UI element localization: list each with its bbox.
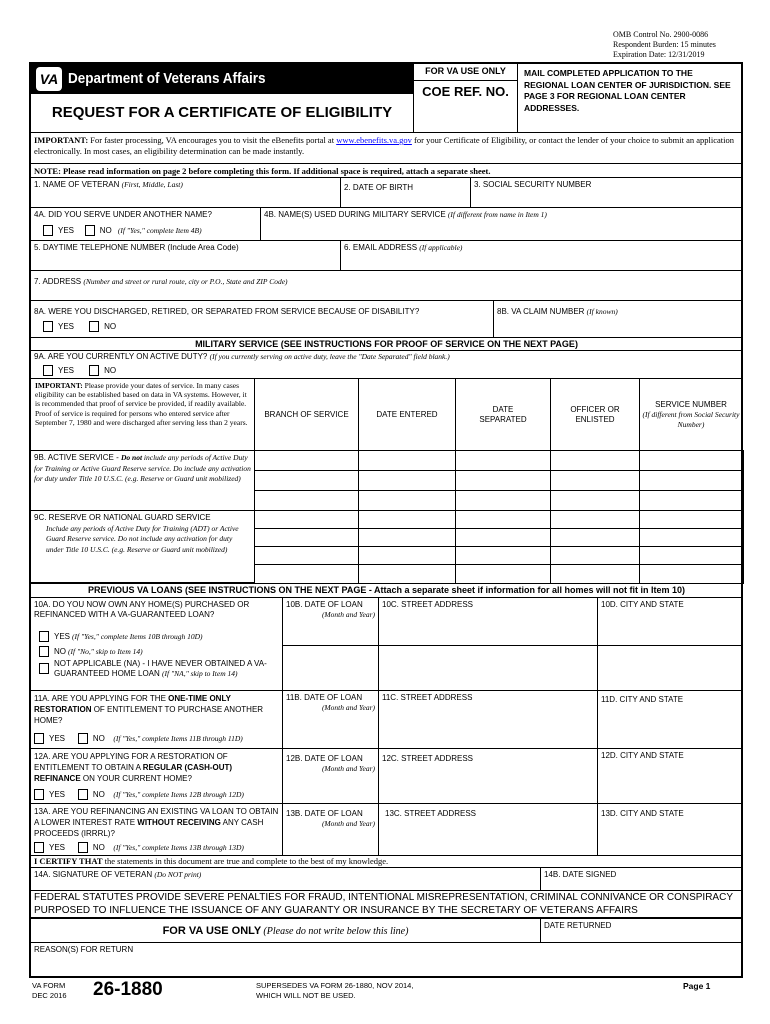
service-cell[interactable] bbox=[639, 510, 744, 529]
label: IMPORTANT: bbox=[35, 381, 83, 390]
service-cell[interactable] bbox=[358, 510, 456, 529]
label: 3. SOCIAL SECURITY NUMBER bbox=[474, 180, 592, 189]
service-cell[interactable] bbox=[639, 470, 744, 491]
page-number: Page 1 bbox=[683, 981, 711, 991]
label: 13D. CITY AND STATE bbox=[601, 809, 684, 818]
date-returned-field bbox=[540, 917, 743, 943]
service-cell[interactable] bbox=[254, 546, 359, 565]
important-label: IMPORTANT: bbox=[34, 135, 89, 145]
label: NO bbox=[92, 790, 105, 799]
label: 14B. DATE SIGNED bbox=[544, 870, 617, 879]
label: DEC 2016 bbox=[32, 991, 67, 1000]
active-duty-question bbox=[30, 350, 743, 379]
bold: REGULAR (CASH-OUT) REFINANCE bbox=[34, 763, 233, 783]
label: 10A. DO YOU NOW OWN ANY HOME(S) PURCHASED OR REFINANCED WITH A VA-GUARANTEED LOAN? bbox=[34, 600, 250, 619]
active-service-label bbox=[30, 450, 255, 511]
service-cell[interactable] bbox=[550, 490, 640, 511]
no-checkbox[interactable] bbox=[85, 225, 95, 236]
no-checkbox[interactable] bbox=[89, 365, 99, 376]
bold: I CERTIFY THAT bbox=[34, 856, 103, 866]
service-cell[interactable] bbox=[254, 564, 359, 584]
q12a bbox=[30, 748, 283, 804]
service-cell[interactable] bbox=[254, 510, 359, 529]
va-use-only-section bbox=[30, 917, 541, 943]
service-cell[interactable] bbox=[358, 450, 456, 471]
q13a bbox=[30, 803, 283, 856]
service-cell[interactable] bbox=[254, 450, 359, 471]
date-of-loan-11b[interactable] bbox=[282, 690, 379, 749]
hint: (If "No," skip to Item 14) bbox=[68, 646, 143, 656]
label: 11A. ARE YOU APPLYING FOR THE bbox=[34, 694, 169, 703]
email-field[interactable] bbox=[340, 240, 743, 271]
no-checkbox[interactable] bbox=[78, 789, 88, 800]
city-state-13d[interactable] bbox=[597, 803, 743, 856]
service-cell[interactable] bbox=[455, 450, 551, 471]
service-cell[interactable] bbox=[639, 528, 744, 547]
no-checkbox[interactable] bbox=[78, 842, 88, 853]
signature-field[interactable] bbox=[30, 867, 541, 891]
service-cell[interactable] bbox=[455, 490, 551, 511]
label: 4A. DID YOU SERVE UNDER ANOTHER NAME? bbox=[34, 210, 212, 219]
label: 11D. CITY AND STATE bbox=[601, 695, 684, 704]
label: 2. DATE OF BIRTH bbox=[344, 183, 414, 192]
label: YES bbox=[54, 631, 71, 641]
hint: (If "Yes," complete Items 13B through 13D) bbox=[113, 843, 244, 852]
hint: (If different from name in Item 1) bbox=[447, 210, 547, 219]
col-branch-of-service: BRANCH OF SERVICE bbox=[254, 378, 359, 451]
service-cell[interactable] bbox=[254, 528, 359, 547]
service-cell[interactable] bbox=[358, 546, 456, 565]
q11a bbox=[30, 690, 283, 749]
label: YES bbox=[49, 734, 66, 743]
date-of-loan-12b[interactable] bbox=[282, 748, 379, 804]
service-cell[interactable] bbox=[550, 546, 640, 565]
no-checkbox[interactable] bbox=[39, 646, 49, 657]
date-of-loan-13b[interactable] bbox=[282, 803, 379, 856]
label: 5. DAYTIME TELEPHONE NUMBER (Include Area Code) bbox=[34, 243, 239, 252]
hint: (Month and Year) bbox=[321, 610, 375, 619]
hint: (If known) bbox=[586, 307, 618, 316]
hint: (Month and Year) bbox=[321, 764, 375, 773]
important-notice bbox=[30, 132, 743, 164]
form-number: 26-1880 bbox=[93, 979, 163, 1000]
service-cell[interactable] bbox=[550, 564, 640, 584]
label: 8A. WERE YOU DISCHARGED, RETIRED, OR SEPARATED FROM SERVICE BECAUSE OF DISABILITY? bbox=[34, 307, 420, 316]
hint: (First, Middle, Last) bbox=[121, 180, 183, 189]
label: 12D. CITY AND STATE bbox=[601, 751, 684, 760]
service-cell[interactable] bbox=[550, 528, 640, 547]
bold: WITHOUT RECEIVING bbox=[137, 818, 221, 827]
hint: include any periods of Active Duty for Training or Active Guard Reserve service. Do include any activation for duty under Title 10 U.S.C. (e.g. Reserve or Guard unit mobilized) bbox=[34, 453, 251, 483]
name-of-veteran-field[interactable] bbox=[30, 177, 341, 208]
service-cell[interactable] bbox=[455, 546, 551, 565]
service-cell[interactable] bbox=[550, 450, 640, 471]
service-cell[interactable] bbox=[358, 490, 456, 511]
yes-checkbox[interactable] bbox=[34, 842, 44, 853]
label: NO bbox=[92, 734, 105, 743]
hint: (If "NA," skip to Item 14) bbox=[162, 669, 238, 678]
label: OF ENTITLEMENT TO PURCHASE ANOTHER HOME? bbox=[34, 705, 264, 725]
col-date-separated: DATE SEPARATED bbox=[455, 378, 551, 451]
service-cell[interactable] bbox=[358, 528, 456, 547]
label: NO bbox=[99, 225, 112, 235]
city-state-12d[interactable] bbox=[597, 748, 743, 804]
label: YES bbox=[49, 843, 66, 852]
label: 11C. STREET ADDRESS bbox=[382, 693, 473, 702]
label: 12B. DATE OF LOAN bbox=[286, 754, 363, 763]
agency-banner bbox=[30, 63, 413, 94]
served-other-name bbox=[30, 207, 261, 241]
no-checkbox[interactable] bbox=[89, 321, 99, 332]
label: FOR VA USE ONLY bbox=[162, 925, 262, 937]
city-state-10d[interactable] bbox=[597, 597, 743, 646]
important-text: For faster processing, VA encourages you to visit the eBenefits portal at bbox=[88, 135, 337, 145]
date-of-loan-10b[interactable] bbox=[282, 597, 379, 646]
service-cell[interactable] bbox=[639, 546, 744, 565]
city-state-10d-2[interactable] bbox=[597, 645, 743, 691]
hint: (Do NOT print) bbox=[154, 870, 202, 879]
text: Please provide your dates of service. In many cases eligibility can be established based on data in VA systems. However, it is recommended that proof of service be provided, if readily available. Proof of service is required for persons who entered service after September 7, 1980 and were discharged after serving less than 2 years. bbox=[35, 381, 248, 427]
date-of-birth-field[interactable] bbox=[340, 177, 471, 208]
label: NO bbox=[104, 321, 117, 331]
service-cell[interactable] bbox=[639, 490, 744, 511]
label: 14A. SIGNATURE OF VETERAN bbox=[34, 870, 153, 879]
hint: (If different from Social Security Number) bbox=[642, 409, 740, 429]
hint: (If you currently serving on active duty, leave the "Date Separated" field blank.) bbox=[209, 352, 450, 361]
label: 12A. ARE YOU APPLYING FOR A RESTORATION OF ENTITLEMENT TO OBTAIN A bbox=[34, 752, 228, 772]
label: 8B. VA CLAIM NUMBER bbox=[497, 307, 585, 316]
reserve-service-label bbox=[30, 510, 255, 583]
label: 4B. NAME(S) USED DURING MILITARY SERVICE bbox=[264, 210, 446, 219]
form-title: REQUEST FOR A CERTIFICATE OF ELIGIBILITY bbox=[30, 93, 414, 133]
service-cell[interactable] bbox=[455, 564, 551, 584]
label: 9C. RESERVE OR NATIONAL GUARD SERVICE bbox=[34, 513, 211, 522]
label: NOT APPLICABLE (NA) - I HAVE NEVER OBTAINED A VA-GUARANTEED HOME LOAN bbox=[54, 659, 267, 678]
label: NO bbox=[92, 843, 105, 852]
text: the statements in this document are true and complete to the best of my knowledge. bbox=[102, 856, 389, 866]
service-cell[interactable] bbox=[639, 564, 744, 584]
label: VA FORM bbox=[32, 981, 66, 990]
bold: ONE-TIME ONLY RESTORATION bbox=[34, 694, 231, 714]
hint: (If "Yes," complete Items 10B through 10D) bbox=[72, 631, 203, 641]
label: 12C. STREET ADDRESS bbox=[382, 754, 473, 763]
military-service-header: MILITARY SERVICE (SEE INSTRUCTIONS FOR PROOF OF SERVICE ON THE NEXT PAGE) bbox=[30, 337, 743, 351]
service-cell[interactable] bbox=[639, 450, 744, 471]
bold: Do not bbox=[121, 453, 143, 462]
service-cell[interactable] bbox=[550, 510, 640, 529]
service-important-note bbox=[30, 378, 255, 451]
label: YES bbox=[58, 225, 75, 235]
label: DATE RETURNED bbox=[544, 921, 612, 930]
label: 11B. DATE OF LOAN bbox=[286, 693, 363, 702]
reasons-for-return bbox=[30, 942, 743, 978]
label: WHICH WILL NOT BE USED. bbox=[256, 991, 356, 1000]
va-use-only-label: FOR VA USE ONLY bbox=[413, 63, 518, 81]
yes-checkbox[interactable] bbox=[43, 321, 53, 332]
hint: (Number and street or rural route, city or P.O., State and ZIP Code) bbox=[83, 277, 288, 286]
street-address-10c-2[interactable] bbox=[378, 645, 598, 691]
hint: (If "Yes," complete Item 4B) bbox=[117, 225, 202, 235]
label: YES bbox=[58, 321, 75, 331]
hint: Include any periods of Active Duty for Training (ADT) or Active Guard Reserve service. Do not include any activation for duty under Title 10 U.S.C. (e.g. Reserve or Guard unit mobilized) bbox=[46, 523, 239, 554]
service-cell[interactable] bbox=[455, 528, 551, 547]
hint: (If "Yes," complete Items 11B through 11D) bbox=[113, 734, 243, 743]
service-cell[interactable] bbox=[550, 470, 640, 491]
date-of-loan-10b-2[interactable] bbox=[282, 645, 379, 691]
mail-instructions: MAIL COMPLETED APPLICATION TO THE REGIONAL LOAN CENTER OF JURISDICTION. SEE PAGE 3 FOR REGIONAL LOAN CENTER ADDRESSES. bbox=[517, 63, 743, 133]
label: YES bbox=[49, 790, 66, 799]
label: SUPERSEDES VA FORM 26-1880, NOV 2014, bbox=[256, 981, 414, 990]
date-signed-field[interactable] bbox=[540, 867, 743, 891]
supersedes-note bbox=[256, 981, 413, 1001]
service-cell[interactable] bbox=[254, 490, 359, 511]
label: ON YOUR CURRENT HOME? bbox=[80, 774, 192, 783]
service-cell[interactable] bbox=[455, 510, 551, 529]
yes-checkbox[interactable] bbox=[39, 631, 49, 642]
service-cell[interactable] bbox=[254, 470, 359, 491]
label: 10C. STREET ADDRESS bbox=[382, 600, 473, 609]
label: 10D. CITY AND STATE bbox=[601, 600, 684, 609]
service-cell[interactable] bbox=[358, 470, 456, 491]
label: 9A. ARE YOU CURRENTLY ON ACTIVE DUTY? bbox=[34, 352, 208, 361]
agency-name: Department of Veterans Affairs bbox=[68, 70, 266, 87]
col-officer-or-enlisted: OFFICER OR ENLISTED bbox=[550, 378, 640, 451]
label: 13A. ARE YOU REFINANCING AN EXISTING VA LOAN TO OBTAIN A LOWER INTEREST RATE bbox=[34, 807, 279, 827]
street-address-10c[interactable] bbox=[378, 597, 598, 646]
previous-loans-header: PREVIOUS VA LOANS (SEE INSTRUCTIONS ON THE NEXT PAGE - Attach a separate sheet if information for all homes will not fit in Item 10) bbox=[30, 583, 743, 598]
hint: (Please do not write below this line) bbox=[263, 926, 409, 937]
label: NO bbox=[104, 365, 117, 375]
hint: (Month and Year) bbox=[321, 703, 375, 712]
street-address-11c[interactable] bbox=[378, 690, 598, 749]
q10a bbox=[30, 597, 283, 691]
names-used-field[interactable] bbox=[260, 207, 743, 241]
va-claim-number-field[interactable] bbox=[493, 300, 743, 338]
form-id bbox=[32, 981, 67, 1001]
hint: (If applicable) bbox=[419, 243, 463, 252]
col-service-number bbox=[639, 378, 743, 451]
col-date-entered: DATE ENTERED bbox=[358, 378, 456, 451]
na-checkbox[interactable] bbox=[39, 663, 49, 674]
omb-control: OMB Control No. 2900-0086 bbox=[613, 30, 709, 39]
label: 13C. STREET ADDRESS bbox=[385, 809, 476, 818]
label: 9B. ACTIVE SERVICE - bbox=[34, 453, 121, 462]
service-cell[interactable] bbox=[455, 470, 551, 491]
label: 13B. DATE OF LOAN bbox=[286, 809, 363, 818]
yes-checkbox[interactable] bbox=[43, 225, 53, 236]
coe-ref-no: COE REF. NO. bbox=[413, 80, 518, 133]
disability-discharge bbox=[30, 300, 494, 338]
yes-checkbox[interactable] bbox=[43, 365, 53, 376]
penalty-statement: FEDERAL STATUTES PROVIDE SEVERE PENALTIES FOR FRAUD, INTENTIONAL MISREPRESENTATION, CRIMINAL CONNIVANCE OR CONSPIRACY PURPOSED TO INFLUENCE THE ISSUANCE OF ANY GUARANTY OR INSURANCE BY THE SECRETARY OF VETERANS AFFAIRS bbox=[30, 890, 743, 919]
street-address-12c[interactable] bbox=[378, 748, 598, 804]
label: NO bbox=[54, 646, 66, 656]
label: 6. EMAIL ADDRESS bbox=[344, 243, 418, 252]
ebenefits-link[interactable]: www.ebenefits.va.gov bbox=[336, 135, 412, 145]
label: YES bbox=[58, 365, 75, 375]
expiration-date: Expiration Date: 12/31/2019 bbox=[613, 50, 705, 59]
address-field[interactable] bbox=[30, 270, 743, 301]
yes-checkbox[interactable] bbox=[34, 733, 44, 744]
ssn-field[interactable] bbox=[470, 177, 743, 208]
note: NOTE: Please read information on page 2 before completing this form. If additional space is required, attach a separate sheet. bbox=[30, 163, 743, 178]
yes-checkbox[interactable] bbox=[34, 789, 44, 800]
label: SERVICE NUMBER bbox=[655, 399, 727, 409]
va-logo-icon: VA bbox=[36, 67, 62, 91]
street-address-13c[interactable] bbox=[378, 803, 598, 856]
label: 7. ADDRESS bbox=[34, 277, 82, 286]
phone-field[interactable] bbox=[30, 240, 341, 271]
hint: (Month and Year) bbox=[321, 819, 375, 828]
hint: (If "Yes," complete Items 12B through 12D) bbox=[113, 790, 244, 799]
label: 10B. DATE OF LOAN bbox=[286, 600, 363, 609]
important-text-end: for your Certificate of Eligibility, or contact the lender of your choice to submit an application electronically. In most cases, an eligibility determination can be made instantly. bbox=[34, 135, 735, 156]
city-state-11d[interactable] bbox=[597, 690, 743, 749]
label: ANY CASH PROCEEDS (IRRRL)? bbox=[34, 818, 264, 838]
service-cell[interactable] bbox=[358, 564, 456, 584]
no-checkbox[interactable] bbox=[78, 733, 88, 744]
label: 1. NAME OF VETERAN bbox=[34, 180, 120, 189]
label: REASON(S) FOR RETURN bbox=[34, 945, 134, 954]
respondent-burden: Respondent Burden: 15 minutes bbox=[613, 40, 716, 49]
omb-info bbox=[613, 30, 716, 60]
